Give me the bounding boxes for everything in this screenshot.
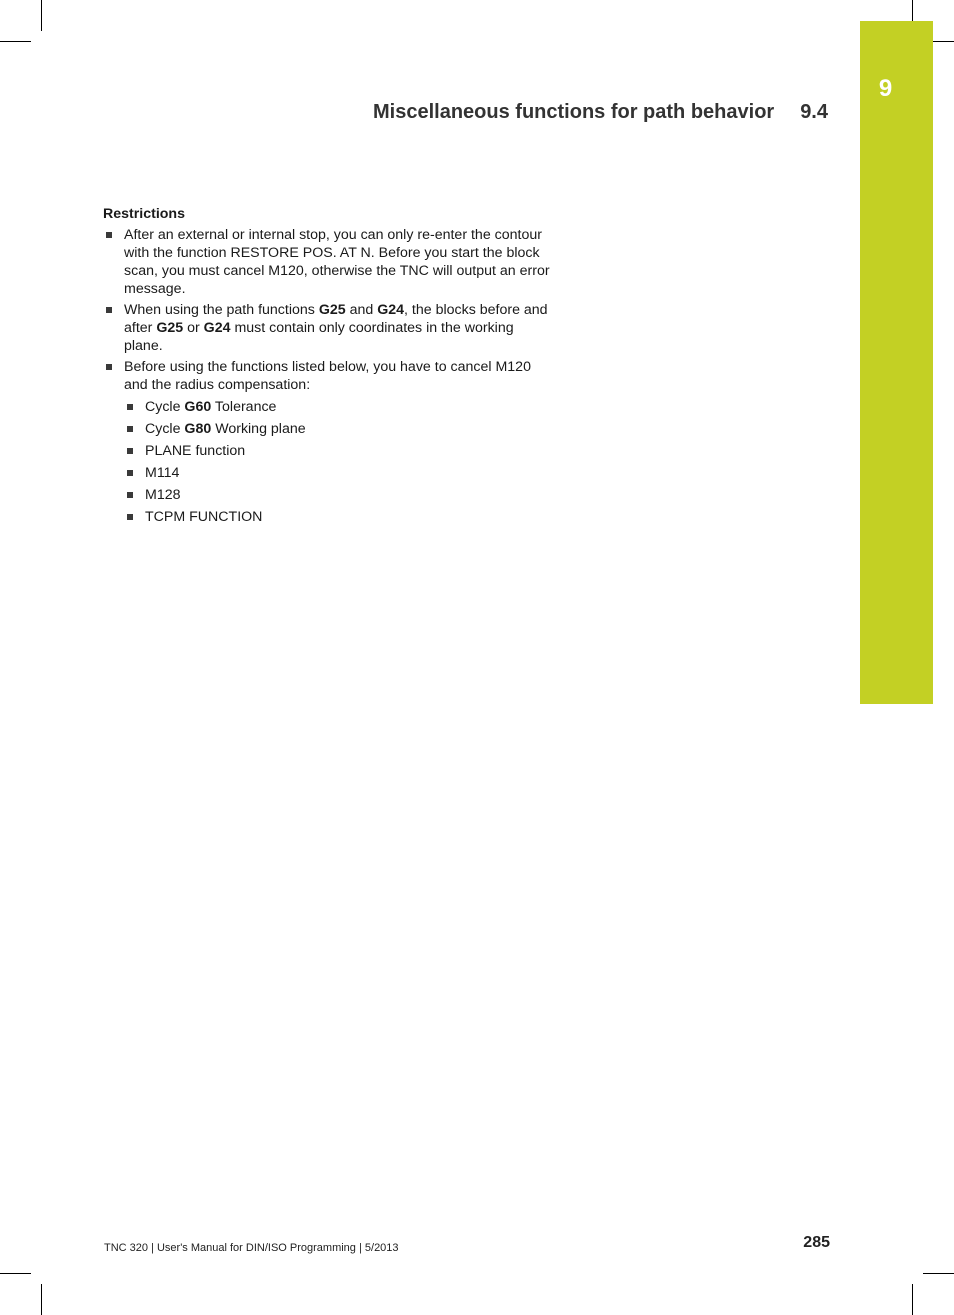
code-g60: G60	[184, 399, 212, 415]
section-heading: Restrictions	[103, 206, 185, 222]
code-g24: G24	[377, 302, 405, 318]
main-content	[103, 205, 553, 530]
bullet-square-icon	[106, 307, 112, 313]
sub-item-text: Working plane	[211, 421, 306, 437]
chapter-number: 9	[878, 75, 893, 102]
item-text: After an external or internal stop, you can only re-enter the contour with the function RESTORE POS. AT N. Before you start the block scan, you must cancel M120, otherwise the TNC will output an error message.	[124, 227, 550, 297]
item-text: Before using the functions listed below, you have to cancel M120 and the radius compensation:	[124, 359, 531, 393]
sub-item-text: PLANE function	[145, 443, 246, 459]
item-text: , the blocks before and after	[124, 302, 548, 336]
sub-list-item	[124, 442, 553, 460]
crop-mark	[0, 1273, 31, 1274]
code-g24: G24	[203, 320, 231, 336]
sub-list-item	[124, 464, 553, 482]
sub-item-text: Cycle	[145, 399, 185, 415]
code-g25: G25	[156, 320, 184, 336]
bullet-square-icon	[127, 470, 133, 476]
list-item	[103, 358, 553, 526]
bullet-square-icon	[127, 492, 133, 498]
bullet-square-icon	[127, 448, 133, 454]
bullet-square-icon	[106, 364, 112, 370]
crop-mark	[41, 0, 42, 31]
sub-list-item	[124, 398, 553, 416]
list-item	[103, 301, 553, 355]
list-item	[103, 226, 553, 298]
item-text: must contain only coordinates in the working plane.	[124, 320, 514, 354]
item-text: or	[183, 320, 204, 336]
header-section: 9.4	[800, 101, 828, 123]
code-g25: G25	[318, 302, 346, 318]
header-title: Miscellaneous functions for path behavior	[373, 101, 775, 123]
bullet-square-icon	[106, 232, 112, 238]
bullet-square-icon	[127, 514, 133, 520]
page-number: 285	[803, 1234, 830, 1251]
sub-item-text: M114	[145, 465, 180, 481]
sub-item-text: M128	[145, 487, 181, 503]
sub-item-text: Cycle	[145, 421, 185, 437]
sub-item-text: TCPM FUNCTION	[145, 509, 263, 525]
running-header	[188, 98, 828, 126]
bullet-square-icon	[127, 404, 133, 410]
crop-mark	[0, 41, 31, 42]
sub-list-item	[124, 508, 553, 526]
bullet-square-icon	[127, 426, 133, 432]
restrictions-list	[103, 226, 553, 526]
crop-mark	[912, 1284, 913, 1315]
sub-item-text: Tolerance	[211, 399, 277, 415]
chapter-tab	[860, 21, 933, 704]
crop-mark	[923, 1273, 954, 1274]
crop-mark	[41, 1284, 42, 1315]
page-footer: TNC 320 | User's Manual for DIN/ISO Programming | 5/2013	[104, 1242, 399, 1254]
item-text: and	[345, 302, 378, 318]
item-text: When using the path functions	[124, 302, 319, 318]
sub-list-item	[124, 420, 553, 438]
code-g80: G80	[184, 421, 212, 437]
sub-list-item	[124, 486, 553, 504]
sub-list	[124, 398, 553, 526]
crop-mark	[912, 0, 913, 21]
